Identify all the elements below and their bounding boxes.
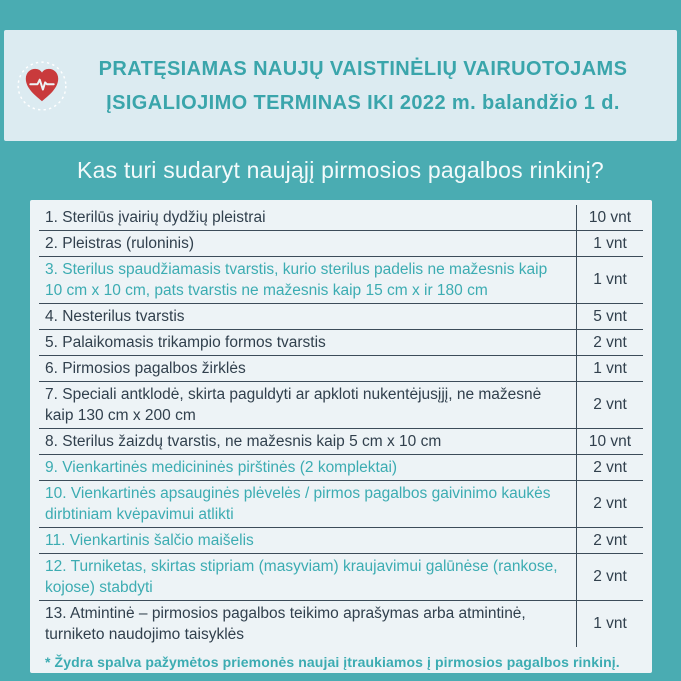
table-row [39,455,643,481]
table-row [39,231,643,257]
item-description: 1. Sterilūs įvairių dydžių pleistrai [39,205,577,230]
item-quantity: 1 vnt [593,234,627,252]
item-description: 3. Sterilus spaudžiamasis tvarstis, kurio sterilus padelis ne mažesnis kaip 10 cm x 10 cm, pats tvarstis ne mažesnis kaip 15 cm x ir 180 cm [39,257,577,303]
table-row [39,382,643,429]
item-description: 10. Vienkartinės apsauginės plėvelės / pirmos pagalbos gaivinimo kaukės dirbtiniam kvėpavimui atlikti [39,481,577,527]
item-description: 5. Palaikomasis trikampio formos tvarstis [39,330,577,355]
header-band [4,30,677,141]
page-title-line1: PRATĘSIAMAS NAUJŲ VAISTINĖLIŲ VAIRUOTOJAMS [98,57,628,80]
question-banner [0,141,681,200]
table-row [39,481,643,528]
question-text: Kas turi sudaryt naująjį pirmosios pagalbos rinkinį? [77,157,604,183]
item-quantity: 2 vnt [593,333,627,351]
item-quantity: 2 vnt [593,568,627,585]
footnote: * Žydra spalva pažymėtos priemonės naujai įtraukiamos į pirmosios pagalbos rinkinį. [45,654,620,670]
item-description: 11. Vienkartinis šalčio maišelis [39,528,577,553]
table-row [39,257,643,304]
item-quantity: 2 vnt [593,531,627,549]
item-description: 8. Sterilus žaizdų tvarstis, ne mažesnis kaip 5 cm x 10 cm [39,429,577,454]
table-row [39,304,643,330]
item-quantity: 1 vnt [593,359,627,377]
item-description: 7. Speciali antklodė, skirta paguldyti ar apkloti nukentėjusįjį, ne mažesnė kaip 130 cm x 200 cm [39,382,577,428]
item-quantity: 5 vnt [593,307,627,325]
table-row [39,528,643,554]
page-title [69,52,677,120]
item-quantity: 1 vnt [593,615,627,632]
requirements-panel [30,200,652,673]
item-quantity: 10 vnt [588,432,632,450]
table-row [39,330,643,356]
item-quantity: 2 vnt [593,396,627,413]
heart-pulse-icon [15,59,69,113]
item-description: 2. Pleistras (ruloninis) [39,231,577,256]
table-row [39,205,643,231]
item-description: 9. Vienkartinės medicininės pirštinės (2 komplektai) [39,455,577,480]
item-description: 4. Nesterilus tvarstis [39,304,577,329]
item-description: 13. Atmintinė – pirmosios pagalbos teikimo aprašymas arba atmintinė, turniketo naudojimo taisyklės [39,601,577,647]
item-description: 12. Turniketas, skirtas stipriam (masyviam) kraujavimui galūnėse (rankose, kojose) stabdyti [39,554,577,600]
item-description: 6. Pirmosios pagalbos žirklės [39,356,577,381]
item-quantity: 2 vnt [593,495,627,512]
requirements-table [39,205,643,647]
item-quantity: 2 vnt [593,458,627,476]
page-title-line2: ĮSIGALIOJIMO TERMINAS IKI 2022 m. balandžio 1 d. [106,91,620,114]
item-quantity: 10 vnt [588,208,632,226]
item-quantity: 1 vnt [593,271,627,288]
table-row [39,554,643,601]
table-row [39,429,643,455]
table-row [39,356,643,382]
table-row [39,601,643,647]
